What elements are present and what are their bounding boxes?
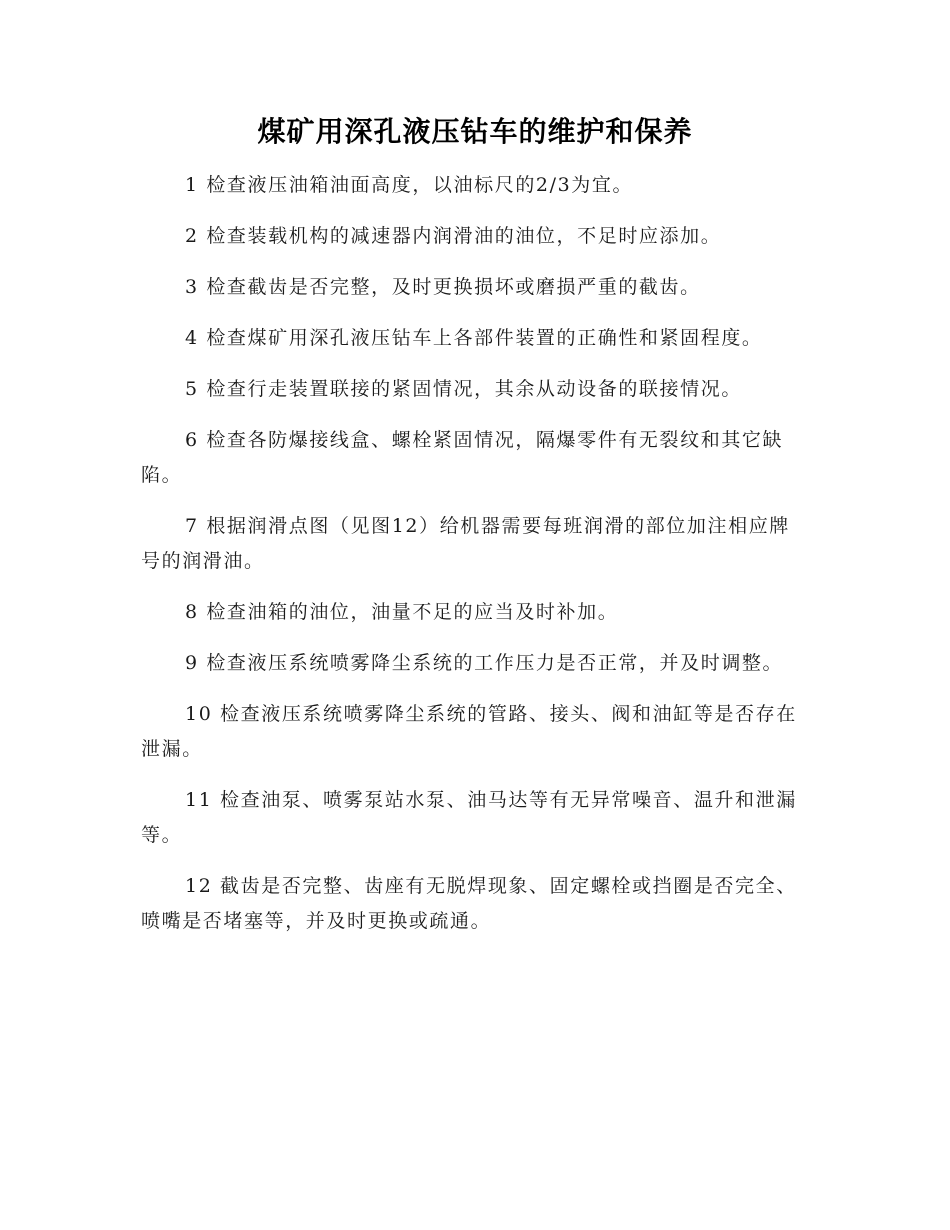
maintenance-item-9: 9 检查液压系统喷雾降尘系统的工作压力是否正常，并及时调整。 <box>185 652 784 674</box>
maintenance-item-2: 2 检查装载机构的减速器内润滑油的油位，不足时应添加。 <box>185 225 722 247</box>
maintenance-item-4: 4 检查煤矿用深孔液压钻车上各部件装置的正确性和紧固程度。 <box>185 327 763 349</box>
maintenance-item-3: 3 检查截齿是否完整，及时更换损坏或磨损严重的截齿。 <box>185 276 701 298</box>
document-title: 煤矿用深孔液压钻车的维护和保养 <box>257 115 693 148</box>
maintenance-item-5: 5 检查行走装置联接的紧固情况，其余从动设备的联接情况。 <box>185 378 742 400</box>
maintenance-item-11: 11 检查油泵、喷雾泵站水泵、油马达等有无异常噪音、温升和泄漏等。 <box>141 789 797 846</box>
maintenance-item-12: 12 截齿是否完整、齿座有无脱焊现象、固定螺栓或挡圈是否完全、喷嘴是否堵塞等，并及时更换或疏通。 <box>141 875 797 932</box>
maintenance-item-8: 8 检查油箱的油位，油量不足的应当及时补加。 <box>185 601 619 623</box>
maintenance-item-list <box>141 168 809 955</box>
maintenance-item-7: 7 根据润滑点图（见图12）给机器需要每班润滑的部位加注相应牌号的润滑油。 <box>141 515 790 572</box>
maintenance-item-1: 1 检查液压油箱油面高度，以油标尺的2/3为宜。 <box>185 174 634 196</box>
maintenance-item-6: 6 检查各防爆接线盒、螺栓紧固情况，隔爆零件有无裂纹和其它缺陷。 <box>141 429 784 486</box>
maintenance-item-10: 10 检查液压系统喷雾降尘系统的管路、接头、阀和油缸等是否存在泄漏。 <box>141 703 797 760</box>
